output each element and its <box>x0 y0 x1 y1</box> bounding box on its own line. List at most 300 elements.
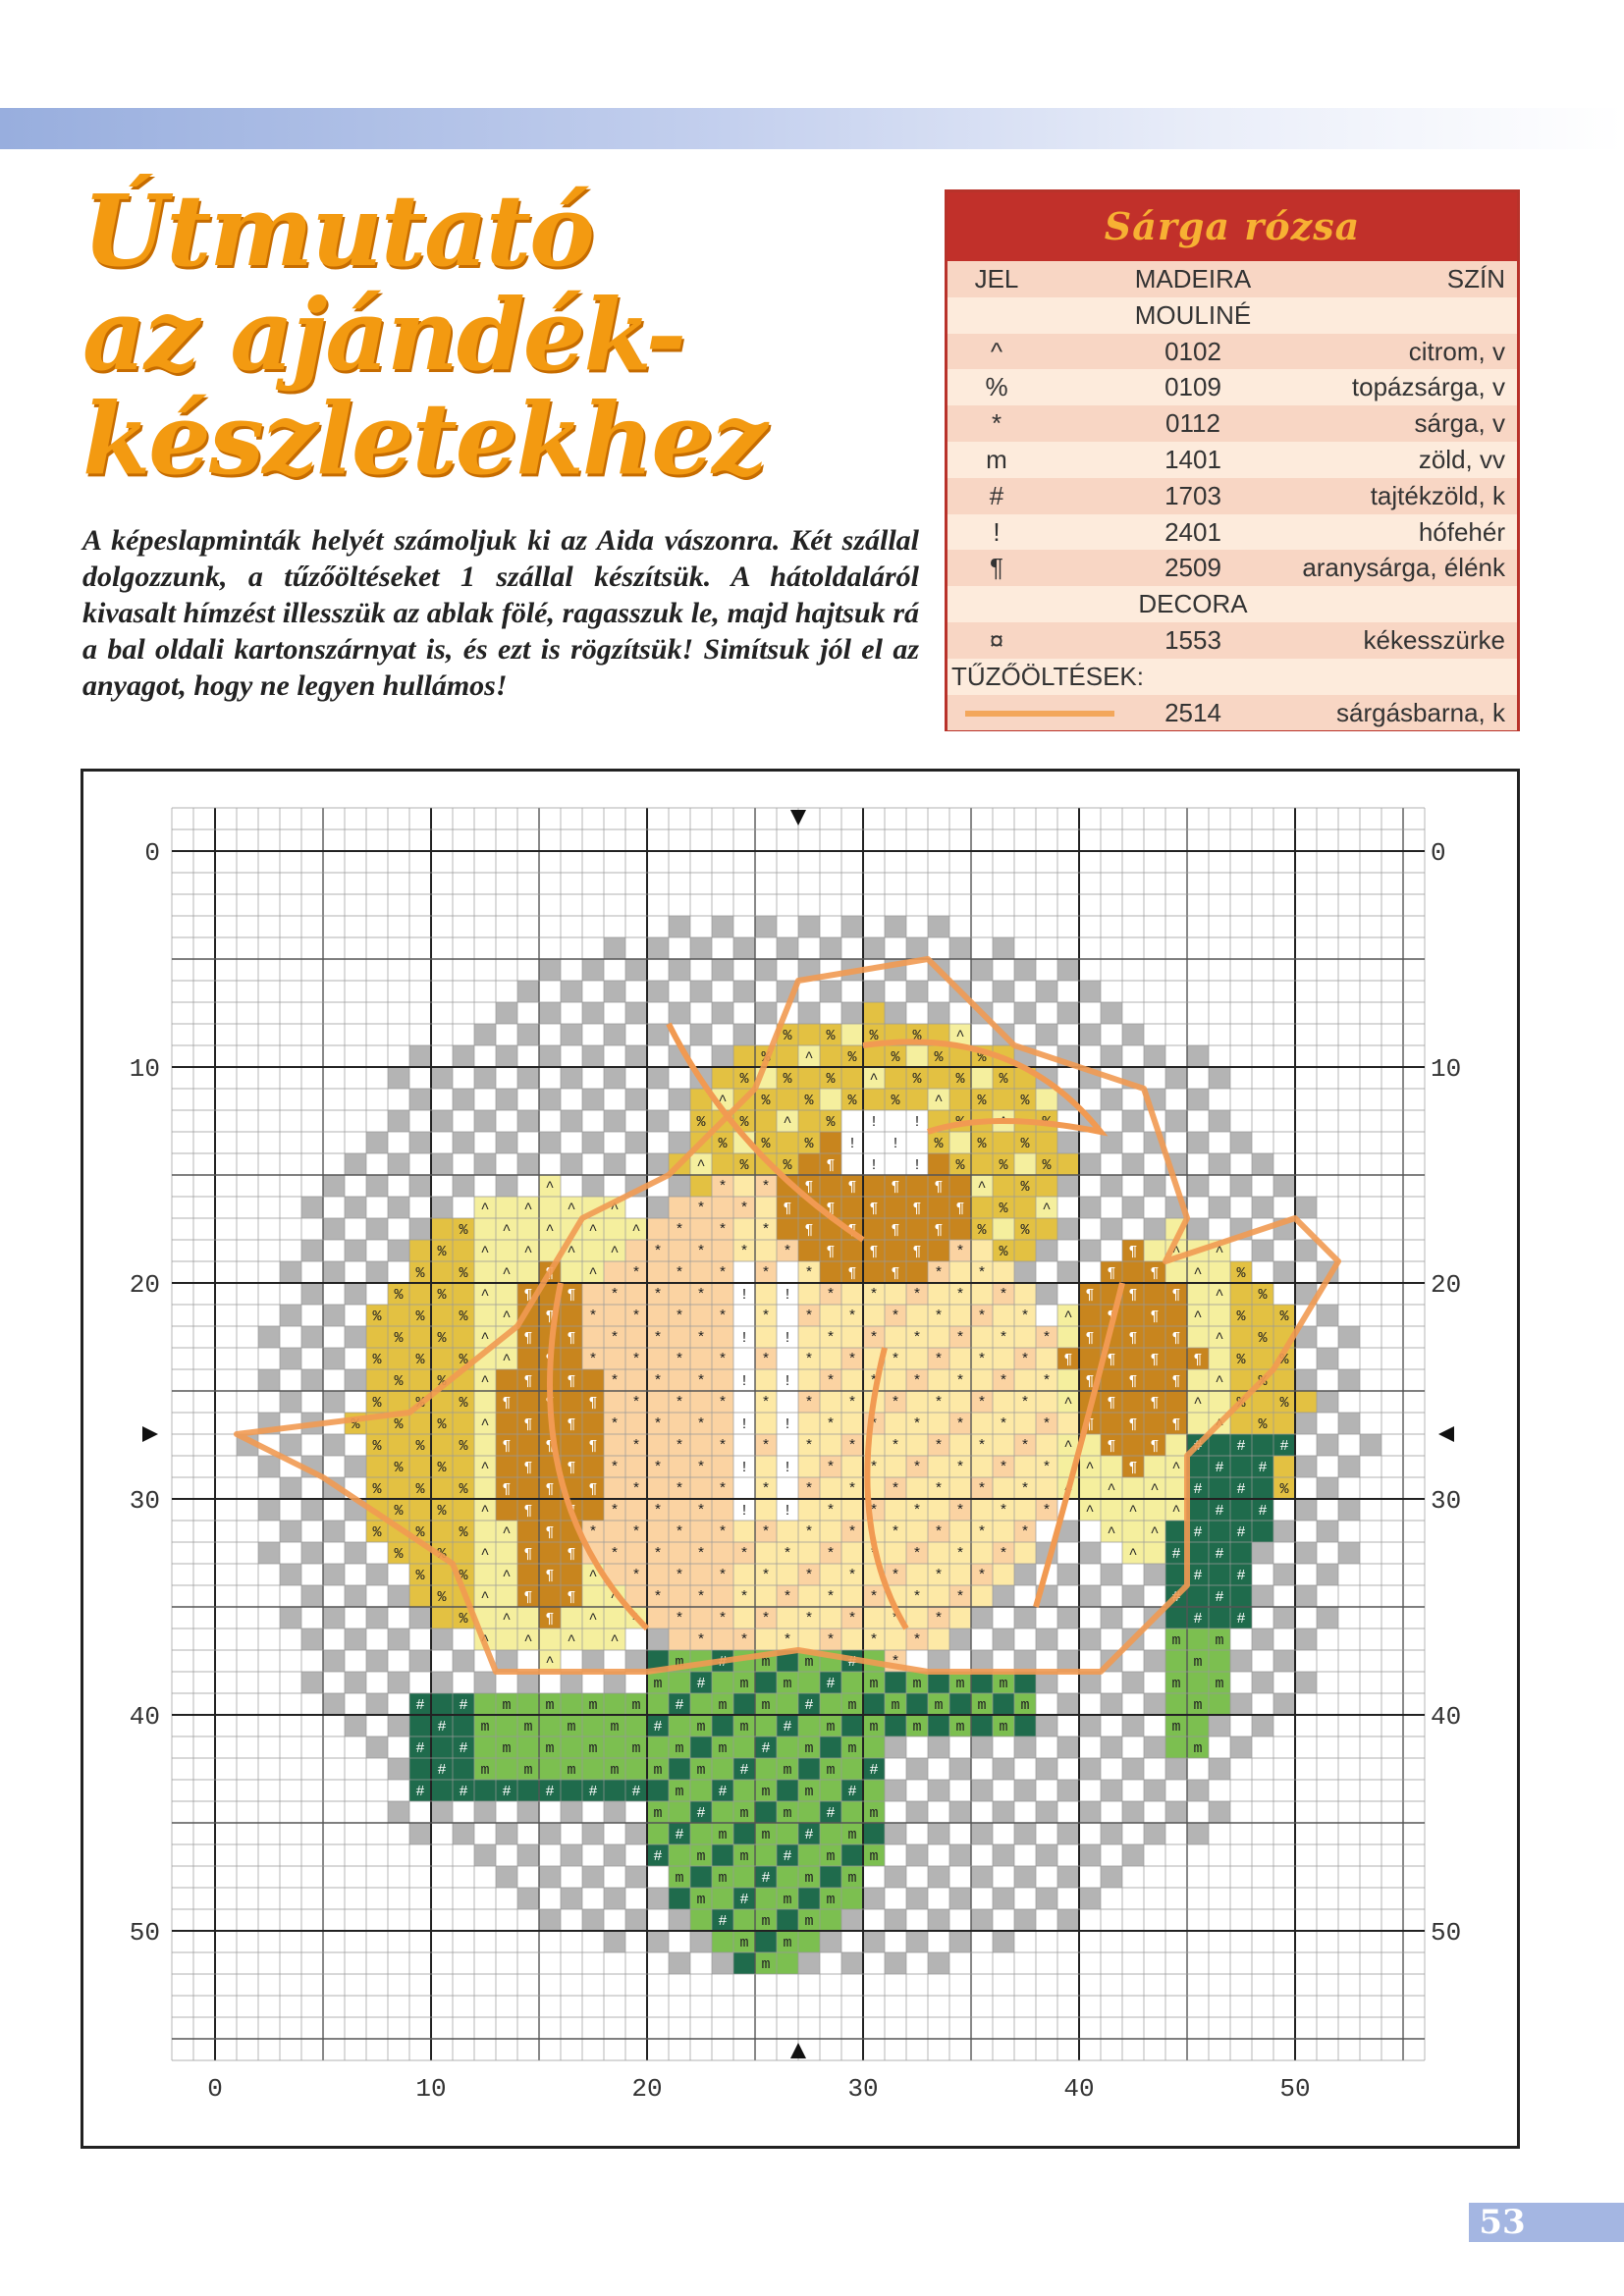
stitch-symbol: % <box>372 1438 382 1455</box>
stitch-symbol: % <box>1042 1157 1052 1174</box>
stitch-cell <box>1252 1629 1273 1650</box>
stitch-cell <box>388 1801 409 1823</box>
stitch-symbol: ! <box>912 1157 922 1174</box>
stitch-cell <box>517 1564 539 1585</box>
stitch-cell <box>1230 1175 1252 1197</box>
key-symbol: ^ <box>990 336 1003 366</box>
stitch-cell <box>431 1780 453 1801</box>
stitch-symbol: # <box>739 1762 749 1779</box>
stitch-symbol: m <box>718 1740 728 1757</box>
stitch-symbol: # <box>869 1762 879 1779</box>
stitch-cell <box>820 1866 841 1888</box>
stitch-symbol: * <box>718 1308 728 1325</box>
stitch-symbol: # <box>761 1870 771 1887</box>
stitch-cell <box>755 1629 777 1650</box>
stitch-cell <box>582 1650 604 1672</box>
stitch-symbol: ¶ <box>545 1395 555 1412</box>
stitch-symbol: ! <box>783 1330 792 1347</box>
stitch-cell <box>1014 1413 1036 1434</box>
stitch-symbol: m <box>653 1762 663 1779</box>
stitch-symbol: * <box>999 1330 1008 1347</box>
stitch-cell <box>1014 1002 1036 1024</box>
stitch-cell <box>604 937 625 959</box>
stitch-cell <box>928 1715 949 1736</box>
key-title: Sárga rózsa <box>947 192 1517 261</box>
stitch-symbol: * <box>804 1611 814 1628</box>
stitch-symbol: ¶ <box>545 1611 555 1628</box>
stitch-cell <box>1165 1305 1187 1326</box>
stitch-symbol: * <box>696 1287 706 1304</box>
key-row <box>947 369 1517 405</box>
stitch-symbol: % <box>437 1287 447 1304</box>
stitch-cell <box>906 1348 928 1369</box>
stitch-symbol: * <box>869 1416 879 1433</box>
stitch-cell <box>1101 1499 1122 1521</box>
stitch-cell <box>669 1132 690 1153</box>
stitch-symbol: * <box>804 1265 814 1282</box>
stitch-cell <box>949 937 971 959</box>
stitch-symbol: # <box>459 1697 468 1714</box>
stitch-symbol: * <box>804 1308 814 1325</box>
stitch-cell <box>301 1283 323 1305</box>
stitch-cell <box>1187 1823 1209 1844</box>
stitch-cell <box>345 1542 366 1564</box>
stitch-cell <box>1079 1844 1101 1866</box>
stitch-symbol: m <box>804 1870 814 1887</box>
stitch-symbol: # <box>1215 1546 1224 1563</box>
stitch-symbol: * <box>718 1524 728 1541</box>
stitch-cell <box>906 1434 928 1456</box>
stitch-symbol: * <box>631 1481 641 1498</box>
stitch-symbol: * <box>653 1460 663 1476</box>
stitch-symbol: % <box>459 1308 468 1325</box>
stitch-symbol: ^ <box>1042 1201 1052 1217</box>
stitch-cell <box>582 1413 604 1434</box>
stitch-cell <box>885 1952 906 1974</box>
stitch-symbol: ^ <box>1193 1308 1203 1325</box>
stitch-cell <box>561 1153 582 1175</box>
key-code: 0112 <box>1165 408 1220 439</box>
stitch-cell <box>1295 1369 1317 1391</box>
stitch-cell <box>777 1521 798 1542</box>
stitch-cell <box>949 1758 971 1780</box>
stitch-symbol: * <box>631 1352 641 1368</box>
stitch-symbol: ^ <box>1171 1503 1181 1520</box>
stitch-symbol: % <box>459 1352 468 1368</box>
stitch-symbol: ^ <box>1215 1244 1224 1260</box>
stitch-cell <box>280 1477 301 1499</box>
stitch-symbol: m <box>826 1719 836 1735</box>
stitch-cell <box>1079 1153 1101 1175</box>
stitch-cell <box>1057 1607 1079 1629</box>
stitch-symbol: m <box>761 1956 771 1973</box>
stitch-cell <box>1165 1607 1187 1629</box>
stitch-symbol: ¶ <box>1193 1352 1203 1368</box>
stitch-cell <box>906 1758 928 1780</box>
stitch-cell <box>323 1521 345 1542</box>
stitch-cell <box>755 1715 777 1736</box>
stitch-symbol: * <box>761 1308 771 1325</box>
stitch-symbol: % <box>847 1049 857 1066</box>
stitch-symbol: ^ <box>1215 1287 1224 1304</box>
stitch-cell <box>561 1110 582 1132</box>
stitch-cell <box>798 1283 820 1305</box>
stitch-cell <box>993 1477 1014 1499</box>
stitch-cell <box>820 1931 841 1952</box>
stitch-symbol: % <box>783 1028 792 1044</box>
stitch-symbol: ^ <box>1215 1373 1224 1390</box>
stitch-cell <box>409 1585 431 1607</box>
stitch-cell <box>582 1629 604 1650</box>
stitch-cell <box>928 1197 949 1218</box>
stitch-cell <box>1122 1758 1144 1780</box>
stitch-cell <box>669 1456 690 1477</box>
stitch-symbol: * <box>696 1373 706 1390</box>
stitch-symbol: # <box>783 1848 792 1865</box>
stitch-cell <box>1209 1801 1230 1823</box>
stitch-symbol: ¶ <box>502 1481 512 1498</box>
stitch-cell <box>1036 1218 1057 1240</box>
stitch-cell <box>1295 1456 1317 1477</box>
stitch-cell <box>885 1283 906 1305</box>
stitch-cell <box>885 1823 906 1844</box>
stitch-cell <box>1014 1823 1036 1844</box>
stitch-cell <box>1317 1391 1338 1413</box>
key-backstitch-label-row <box>947 659 1517 695</box>
stitch-symbol: % <box>739 1071 749 1088</box>
stitch-cell <box>669 1715 690 1736</box>
stitch-symbol: * <box>955 1416 965 1433</box>
stitch-symbol: ! <box>783 1373 792 1390</box>
stitch-cell <box>1122 1672 1144 1693</box>
stitch-symbol: # <box>459 1784 468 1800</box>
stitch-cell <box>777 1693 798 1715</box>
stitch-cell <box>474 1672 496 1693</box>
stitch-symbol: % <box>372 1352 382 1368</box>
stitch-cell <box>885 1197 906 1218</box>
stitch-cell <box>755 1844 777 1866</box>
stitch-cell <box>798 1715 820 1736</box>
stitch-symbol: % <box>761 1136 771 1152</box>
stitch-cell <box>647 1780 669 1801</box>
stitch-cell <box>1252 1240 1273 1261</box>
stitch-symbol: # <box>545 1784 555 1800</box>
stitch-symbol: # <box>1193 1524 1203 1541</box>
stitch-cell <box>1144 1218 1165 1240</box>
stitch-cell <box>885 1240 906 1261</box>
stitch-cell <box>906 1888 928 1909</box>
stitch-cell <box>1014 1499 1036 1521</box>
stitch-cell <box>777 1391 798 1413</box>
stitch-cell <box>669 1499 690 1521</box>
stitch-cell <box>1101 1413 1122 1434</box>
stitch-symbol: * <box>761 1481 771 1498</box>
stitch-cell <box>1122 1024 1144 1045</box>
stitch-cell <box>1036 1132 1057 1153</box>
stitch-cell <box>798 1240 820 1261</box>
stitch-cell <box>1014 1650 1036 1672</box>
stitch-cell <box>1252 1153 1273 1175</box>
stitch-cell <box>885 1866 906 1888</box>
stitch-cell <box>928 1823 949 1844</box>
stitch-symbol: m <box>869 1719 879 1735</box>
stitch-symbol: * <box>1042 1373 1052 1390</box>
stitch-cell <box>388 1391 409 1413</box>
stitch-cell <box>366 1261 388 1283</box>
stitch-symbol: * <box>696 1589 706 1606</box>
stitch-symbol: m <box>847 1740 857 1757</box>
stitch-cell <box>1295 1240 1317 1261</box>
stitch-cell <box>431 1521 453 1542</box>
stitch-symbol: # <box>1171 1589 1181 1606</box>
stitch-cell <box>539 1002 561 1024</box>
stitch-symbol: * <box>675 1265 684 1282</box>
stitch-cell <box>669 1585 690 1607</box>
stitch-cell <box>280 1261 301 1283</box>
stitch-cell <box>453 1650 474 1672</box>
stitch-symbol: * <box>783 1632 792 1649</box>
stitch-symbol: ¶ <box>1150 1265 1160 1282</box>
stitch-cell <box>1187 1542 1209 1564</box>
stitch-cell <box>539 1866 561 1888</box>
stitch-cell <box>1295 1197 1317 1218</box>
stitch-cell <box>496 1650 517 1672</box>
stitch-symbol: % <box>891 1049 900 1066</box>
stitch-symbol: m <box>610 1719 620 1735</box>
key-code: 2401 <box>1164 516 1221 547</box>
x-tick-label: 10 <box>415 2074 447 2104</box>
stitch-cell <box>388 1153 409 1175</box>
stitch-cell <box>647 1153 669 1175</box>
key-code: 1553 <box>1164 624 1221 655</box>
stitch-cell <box>733 1024 755 1045</box>
stitch-cell <box>582 1758 604 1780</box>
stitch-cell <box>561 1067 582 1089</box>
stitch-cell <box>625 1456 647 1477</box>
stitch-cell <box>712 1045 733 1067</box>
stitch-symbol: % <box>459 1611 468 1628</box>
pattern-chart-frame <box>81 769 1520 2149</box>
stitch-cell <box>841 1197 863 1218</box>
stitch-cell <box>517 1218 539 1240</box>
stitch-cell <box>841 1326 863 1348</box>
stitch-cell <box>993 1629 1014 1650</box>
stitch-cell <box>712 1240 733 1261</box>
stitch-cell <box>863 1218 885 1240</box>
key-backstitch-label: TŰZŐÖLTÉSEK: <box>951 661 1144 691</box>
stitch-cell <box>1209 1305 1230 1326</box>
stitch-cell <box>1122 1801 1144 1823</box>
stitch-cell <box>582 959 604 981</box>
stitch-symbol: % <box>739 1157 749 1174</box>
stitch-symbol: m <box>545 1697 555 1714</box>
stitch-cell <box>582 1132 604 1153</box>
stitch-symbol: % <box>1279 1308 1289 1325</box>
stitch-cell <box>582 1002 604 1024</box>
stitch-cell <box>1187 1629 1209 1650</box>
stitch-cell <box>539 1823 561 1844</box>
stitch-cell <box>1338 1542 1360 1564</box>
stitch-cell <box>690 1391 712 1413</box>
stitch-cell <box>841 1585 863 1607</box>
stitch-symbol: * <box>610 1330 620 1347</box>
stitch-symbol: ¶ <box>1171 1373 1181 1390</box>
stitch-symbol: ¶ <box>545 1438 555 1455</box>
stitch-cell <box>474 1736 496 1758</box>
stitch-symbol: * <box>977 1438 987 1455</box>
stitch-cell <box>1101 1780 1122 1801</box>
stitch-cell <box>863 1888 885 1909</box>
stitch-symbol: # <box>718 1784 728 1800</box>
stitch-cell <box>949 1305 971 1326</box>
key-color-name: sárga, v <box>1414 408 1505 439</box>
stitch-cell <box>582 1369 604 1391</box>
stitch-symbol: % <box>394 1503 404 1520</box>
stitch-symbol: * <box>891 1654 900 1671</box>
stitch-cell <box>561 1780 582 1801</box>
stitch-symbol: # <box>1193 1568 1203 1584</box>
stitch-cell <box>863 1132 885 1153</box>
stitch-cell <box>820 1045 841 1067</box>
stitch-symbol: m <box>804 1654 814 1671</box>
stitch-cell <box>1057 1780 1079 1801</box>
stitch-symbol: * <box>999 1373 1008 1390</box>
stitch-cell <box>971 1283 993 1305</box>
stitch-cell <box>733 981 755 1002</box>
stitch-cell <box>777 1045 798 1067</box>
title-line-1: Útmutató <box>82 173 593 289</box>
stitch-cell <box>733 1736 755 1758</box>
stitch-cell <box>1036 1283 1057 1305</box>
stitch-cell <box>539 1132 561 1153</box>
stitch-symbol: % <box>415 1308 425 1325</box>
stitch-symbol: ^ <box>567 1632 576 1649</box>
stitch-cell <box>517 1607 539 1629</box>
stitch-cell <box>388 1348 409 1369</box>
stitch-cell <box>1209 1715 1230 1736</box>
key-row <box>947 334 1517 370</box>
stitch-cell <box>798 1326 820 1348</box>
stitch-cell <box>841 1110 863 1132</box>
stitch-cell <box>323 1650 345 1672</box>
stitch-symbol: ¶ <box>588 1481 598 1498</box>
stitch-symbol: % <box>847 1093 857 1109</box>
stitch-symbol: m <box>545 1740 555 1757</box>
stitch-symbol: % <box>826 1071 836 1088</box>
stitch-symbol: % <box>1020 1222 1030 1239</box>
key-row <box>947 514 1517 551</box>
stitch-cell <box>1036 1175 1057 1197</box>
stitch-cell <box>496 1369 517 1391</box>
stitch-cell <box>323 1391 345 1413</box>
stitch-cell <box>669 1542 690 1564</box>
stitch-symbol: * <box>934 1524 944 1541</box>
stitch-cell <box>1317 1564 1338 1585</box>
stitch-cell <box>733 1175 755 1197</box>
stitch-cell <box>690 1521 712 1542</box>
stitch-cell <box>625 1823 647 1844</box>
stitch-cell <box>366 1326 388 1348</box>
stitch-cell <box>841 1369 863 1391</box>
stitch-cell <box>604 1607 625 1629</box>
stitch-cell <box>1338 1499 1360 1521</box>
stitch-symbol: m <box>739 1676 749 1692</box>
top-decorative-band <box>0 108 1624 149</box>
stitch-symbol: ^ <box>610 1589 620 1606</box>
stitch-cell <box>993 937 1014 959</box>
stitch-cell <box>798 1542 820 1564</box>
stitch-cell <box>733 1564 755 1585</box>
stitch-cell <box>431 1693 453 1715</box>
stitch-cell <box>820 1521 841 1542</box>
color-key-table <box>945 189 1520 731</box>
stitch-symbol: * <box>783 1589 792 1606</box>
stitch-symbol: * <box>761 1352 771 1368</box>
stitch-cell <box>647 1391 669 1413</box>
stitch-cell <box>1036 1715 1057 1736</box>
stitch-cell <box>431 1218 453 1240</box>
stitch-cell <box>345 1585 366 1607</box>
stitch-cell <box>669 1197 690 1218</box>
stitch-cell <box>561 1888 582 1909</box>
stitch-symbol: ¶ <box>567 1546 576 1563</box>
stitch-cell <box>1187 1326 1209 1348</box>
stitch-cell <box>582 1499 604 1521</box>
stitch-symbol: * <box>739 1589 749 1606</box>
title-line-3: készletekhez <box>82 381 766 497</box>
stitch-symbol: m <box>1215 1632 1224 1649</box>
key-code: 0109 <box>1164 372 1221 402</box>
stitch-cell <box>345 1197 366 1218</box>
stitch-cell <box>841 916 863 937</box>
stitch-cell <box>669 1952 690 1974</box>
stitch-cell <box>345 1369 366 1391</box>
stitch-cell <box>323 1434 345 1456</box>
stitch-symbol: m <box>523 1719 533 1735</box>
stitch-cell <box>777 1348 798 1369</box>
stitch-cell <box>366 1693 388 1715</box>
stitch-symbol: % <box>1236 1352 1246 1368</box>
stitch-cell <box>1122 1585 1144 1607</box>
stitch-cell <box>798 916 820 937</box>
stitch-cell <box>1014 1672 1036 1693</box>
stitch-cell <box>885 1413 906 1434</box>
stitch-symbol: ! <box>783 1503 792 1520</box>
stitch-cell <box>647 1693 669 1715</box>
stitch-cell <box>669 1413 690 1434</box>
stitch-cell <box>496 1045 517 1067</box>
stitch-cell <box>906 1391 928 1413</box>
stitch-cell <box>1057 959 1079 981</box>
stitch-symbol: # <box>437 1719 447 1735</box>
stitch-cell <box>496 1175 517 1197</box>
stitch-cell <box>971 1240 993 1261</box>
stitch-cell <box>1079 1542 1101 1564</box>
stitch-cell <box>993 1888 1014 1909</box>
stitch-cell <box>625 1866 647 1888</box>
stitch-cell <box>755 1110 777 1132</box>
stitch-symbol: * <box>653 1416 663 1433</box>
stitch-symbol: ^ <box>480 1373 490 1390</box>
stitch-cell <box>841 1413 863 1434</box>
stitch-cell <box>777 1866 798 1888</box>
stitch-cell <box>517 1672 539 1693</box>
stitch-cell <box>777 937 798 959</box>
stitch-cell <box>1079 1629 1101 1650</box>
stitch-cell <box>1057 1369 1079 1391</box>
stitch-symbol: * <box>675 1395 684 1412</box>
stitch-cell <box>885 1326 906 1348</box>
